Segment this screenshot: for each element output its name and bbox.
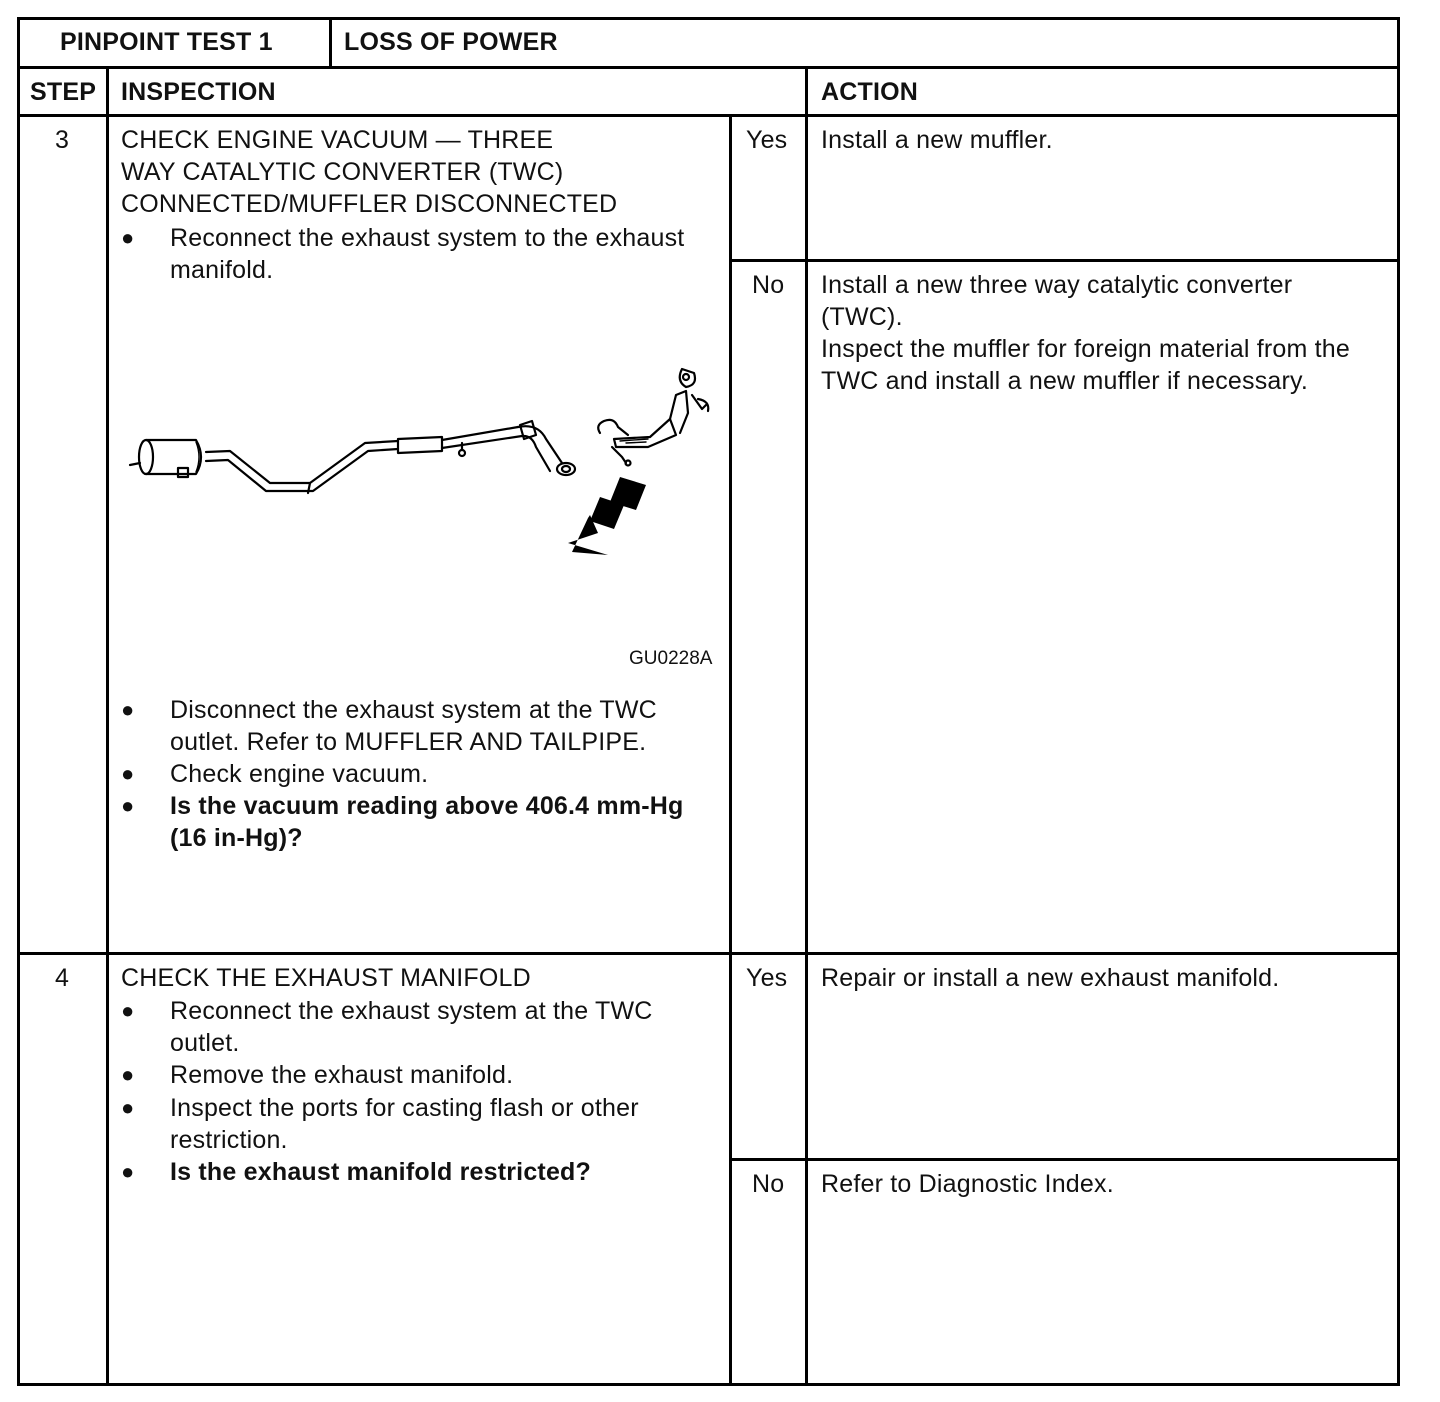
step-title-line: CONNECTED/MUFFLER DISCONNECTED — [121, 190, 618, 218]
bullet-text: restriction. — [170, 1126, 288, 1154]
bullet-dot: ● — [121, 761, 135, 786]
step-row-rule — [17, 952, 1400, 955]
step4-answer-rule — [729, 1158, 1400, 1161]
bullet-question: Is the vacuum reading above 406.4 mm-Hg — [170, 792, 684, 820]
action-text: (TWC). — [821, 303, 903, 331]
answer-yes-label: Yes — [746, 964, 788, 992]
pinpoint-test-label: PINPOINT TEST 1 — [60, 28, 273, 56]
action-text: TWC and install a new muffler if necessary. — [821, 367, 1309, 395]
bullet-text: Reconnect the exhaust system at the TWC — [170, 997, 653, 1025]
answer-no-label: No — [752, 271, 785, 299]
bullet-text: Inspect the ports for casting flash or other — [170, 1094, 639, 1122]
bullet-dot: ● — [121, 225, 135, 250]
step-title-line: CHECK ENGINE VACUUM — THREE — [121, 126, 554, 154]
action-text: Install a new three way catalytic converter — [821, 271, 1293, 299]
action-column-divider — [805, 66, 808, 1386]
action-text: Install a new muffler. — [821, 126, 1053, 154]
step-number: 4 — [55, 964, 70, 992]
pinpoint-test-title: LOSS OF POWER — [344, 28, 558, 56]
table-border-top — [17, 17, 1400, 20]
table-border-right — [1397, 17, 1400, 1386]
bullet-dot: ● — [121, 1159, 135, 1184]
title-divider — [329, 17, 332, 67]
table-border-left — [17, 17, 20, 1386]
figure-caption: GU0228A — [629, 648, 713, 669]
step-title-line: WAY CATALYTIC CONVERTER (TWC) — [121, 158, 564, 186]
bullet-dot: ● — [121, 793, 135, 818]
bullet-text: Disconnect the exhaust system at the TWC — [170, 696, 657, 724]
step3-answer-rule — [729, 259, 1400, 262]
step-column-divider — [106, 66, 109, 1386]
bullet-text: Check engine vacuum. — [170, 760, 429, 788]
bullet-text: manifold. — [170, 256, 274, 284]
bullet-question: (16 in-Hg)? — [170, 824, 303, 852]
bullet-text: Reconnect the exhaust system to the exhaust — [170, 224, 685, 252]
answer-yes-label: Yes — [746, 126, 788, 154]
action-text: Refer to Diagnostic Index. — [821, 1170, 1114, 1198]
bullet-text: outlet. Refer to MUFFLER AND TAILPIPE. — [170, 728, 647, 756]
bullet-text: Remove the exhaust manifold. — [170, 1061, 514, 1089]
column-header-action: ACTION — [821, 78, 919, 106]
bullet-dot: ● — [121, 1095, 135, 1120]
bullet-dot: ● — [121, 697, 135, 722]
bullet-question: Is the exhaust manifold restricted? — [170, 1158, 591, 1186]
column-header-step: STEP — [30, 78, 97, 106]
answer-no-label: No — [752, 1170, 785, 1198]
bullet-dot: ● — [121, 1062, 135, 1087]
column-header-inspection: INSPECTION — [121, 78, 276, 106]
step-title-line: CHECK THE EXHAUST MANIFOLD — [121, 964, 531, 992]
bullet-text: outlet. — [170, 1029, 240, 1057]
exhaust-system-diagram — [120, 355, 720, 570]
column-header-rule — [17, 114, 1400, 117]
bullet-dot: ● — [121, 998, 135, 1023]
title-row-rule — [17, 66, 1400, 69]
table-border-bottom — [17, 1383, 1400, 1386]
answer-column-divider — [729, 114, 732, 1386]
action-text: Repair or install a new exhaust manifold. — [821, 964, 1280, 992]
step-number: 3 — [55, 126, 70, 154]
action-text: Inspect the muffler for foreign material from the — [821, 335, 1351, 363]
